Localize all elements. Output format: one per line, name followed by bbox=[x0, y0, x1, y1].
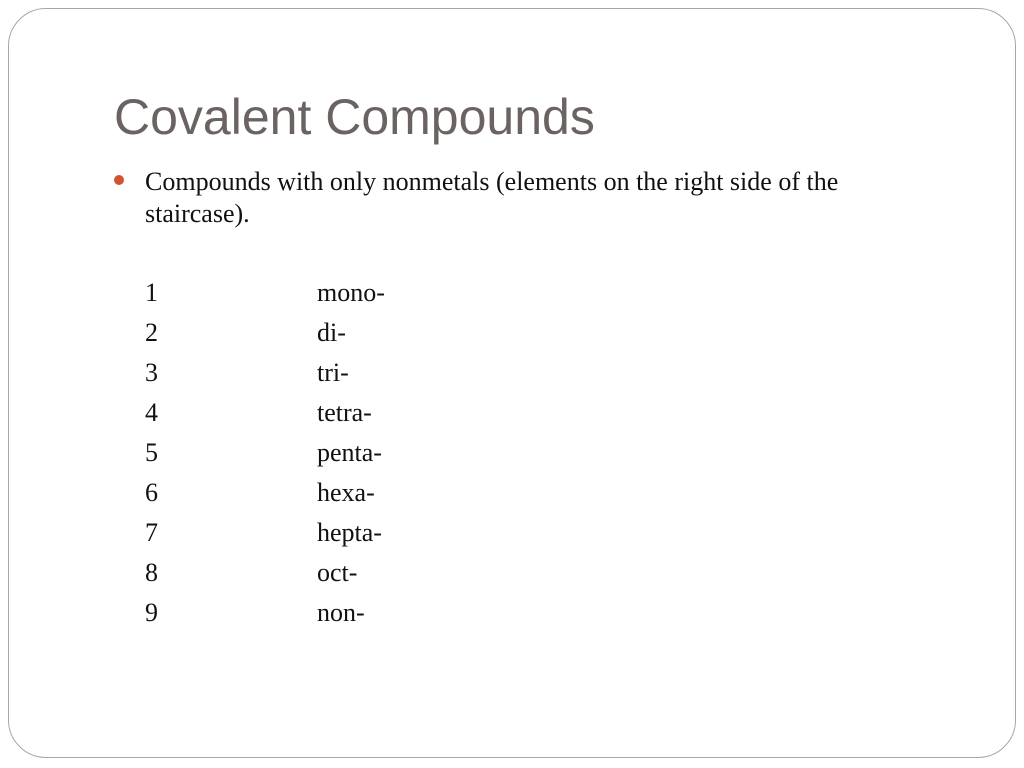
prefix-number: 1 bbox=[145, 278, 158, 307]
prefix-name: non- bbox=[317, 598, 365, 627]
bullet-dot-icon bbox=[114, 175, 124, 185]
prefix-name: hexa- bbox=[317, 478, 375, 507]
prefix-name: hepta- bbox=[317, 518, 382, 547]
prefix-number: 5 bbox=[145, 438, 158, 467]
prefix-row bbox=[145, 516, 545, 556]
prefix-number: 7 bbox=[145, 518, 158, 547]
prefix-name: tri- bbox=[317, 358, 349, 387]
prefix-number: 3 bbox=[145, 358, 158, 387]
prefix-row bbox=[145, 276, 545, 316]
prefix-number: 2 bbox=[145, 318, 158, 347]
prefix-row bbox=[145, 396, 545, 436]
bullet-text: Compounds with only nonmetals (elements on the right side of the staircase). bbox=[145, 167, 839, 228]
prefix-row bbox=[145, 556, 545, 596]
prefix-row bbox=[145, 316, 545, 356]
prefix-row bbox=[145, 356, 545, 396]
prefix-name: penta- bbox=[317, 438, 382, 467]
prefix-number: 9 bbox=[145, 598, 158, 627]
prefix-name: oct- bbox=[317, 558, 358, 587]
prefix-name: di- bbox=[317, 318, 346, 347]
prefix-name: tetra- bbox=[317, 398, 372, 427]
prefix-name: mono- bbox=[317, 278, 385, 307]
prefix-table bbox=[145, 276, 545, 636]
prefix-row bbox=[145, 476, 545, 516]
prefix-row bbox=[145, 596, 545, 636]
prefix-number: 4 bbox=[145, 398, 158, 427]
prefix-number: 6 bbox=[145, 478, 158, 507]
slide-title: Covalent Compounds bbox=[114, 89, 595, 145]
prefix-number: 8 bbox=[145, 558, 158, 587]
prefix-row bbox=[145, 436, 545, 476]
